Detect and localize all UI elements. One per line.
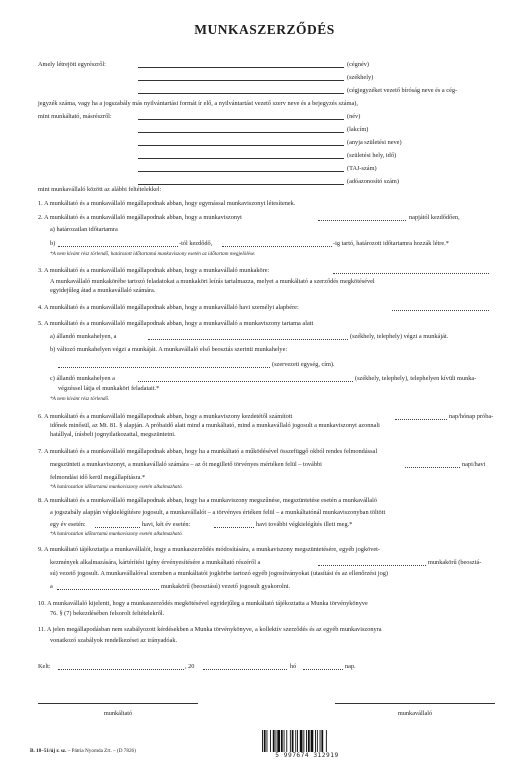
munkavallalo-label: munkavállaló	[397, 710, 433, 717]
allando-munkahely-field[interactable]	[148, 339, 348, 340]
taj-szam-field[interactable]	[138, 171, 344, 172]
clause-4-text: 4. A munkáltató és a munkavállaló megállapodnak abban, hogy a munkavállaló havi személyi alapbére:	[38, 304, 299, 311]
cegjegyzek-continuation: jegyzék száma, vagy ha a jogszabály más nyilvántartási formát ír elő, a nyilvántartást vezető szerv neve és a bejegyzés száma),	[38, 100, 358, 107]
kelt-day-field[interactable]	[303, 669, 343, 670]
clause-5-note: *A nem kívánt rész törlendő.	[50, 396, 110, 402]
clause-2-note: *A nem kívánt rész törlendő, határozott időtartamú munkaviszony esetén az időtartam megjelölése.	[50, 251, 256, 257]
cegjegyzek-label: (cégjegyzéket vezető bíróság neve és a cég-	[347, 87, 458, 94]
clause-5c-end: (székhely, telephely), telephelyen kívüli munka-	[355, 375, 477, 382]
clause-7-line2: megszünteti a munkaviszonyt, a munkavállaló számára – az őt megillető törvényes mértéken felül – további	[50, 461, 322, 468]
clause-5b: b) változó munkahelyen végzi a munkáját. A munkavállaló első beosztás szerinti munkahelye:	[50, 346, 288, 353]
munkaltato-label: munkáltató	[103, 710, 133, 717]
clause-9-text: 9. A munkáltató tájékoztatja a munkavállalót, hogy a munkaszerződés módosítására, a munkaviszony megszüntetésére, egyéb jogkövet-	[38, 546, 381, 553]
clause-11-text: 11. A jelen megállapodásban nem szabályozott kérdésekben a Munka törvénykönyve, a kollektív szerződés és az egyéb munkaviszonyra	[38, 626, 382, 633]
clause-3-line2: A munkavállaló munkakörébe tartozó feladatokat a munkaköri leírás tartalmazza, melyet a munkáltató a szerződés megkötésével	[50, 278, 375, 285]
munkaltato-signature-line[interactable]	[38, 703, 198, 704]
clause-5b-end: (szervezeti egység, cím).	[272, 361, 335, 368]
clause-5-text: 5. A munkáltató és a munkavállaló megállapodnak abban, hogy a munkavállaló a munkaviszony tartama alatt	[38, 320, 314, 327]
clause-2a: a) határozatlan időtartamra	[50, 226, 118, 233]
barcode-number: 5 997674 312919	[275, 752, 339, 759]
parties-closing: mint munkavállaló között az alábbi feltételekkel:	[38, 186, 162, 193]
clause-8-line3-end: havi további végkielégítés illeti meg.*	[256, 521, 353, 528]
munkavallalo-signature-line[interactable]	[335, 703, 495, 704]
clause-8-text: 8. A munkáltató és a munkavállaló megállapodnak abban, hogy ha a munkaviszony megszűnése, megszüntetése esetén a munkavállaló	[38, 497, 378, 504]
clause-6-end: nap/hónap próba-	[449, 413, 494, 420]
egyeb-vezeto-field[interactable]	[57, 589, 159, 590]
adoazonosito-label: (adóazonosító szám)	[347, 178, 399, 185]
clause-3-line3: egyidejűleg átad a munkavállaló számára.	[50, 287, 156, 294]
intro-label: Amely létrejött egyrészről:	[38, 61, 106, 68]
clause-5a-end: (székhely, telephely) végzi a munkáját.	[350, 333, 449, 340]
publisher-text: – Pátria Nyomda Zrt. – (D 7826)	[66, 748, 136, 754]
clause-1: 1. A munkáltató és a munkavállaló megállapodnak abban, hogy egymással munkaviszonyt létesítenek.	[38, 200, 296, 207]
alapber-field[interactable]	[392, 310, 489, 311]
felmondasi-ido-field[interactable]	[405, 467, 460, 468]
kelt-label: Kelt:	[38, 663, 51, 670]
vegkielegites-2ev-field[interactable]	[214, 527, 254, 528]
cegnev-field[interactable]	[138, 67, 344, 68]
clause-9-line4-end: munkakörű (beosztású) vezető jogosult gyakorolni.	[161, 583, 291, 590]
kelt-ho-label: hó	[290, 663, 297, 670]
lakcim-field[interactable]	[138, 132, 344, 133]
clause-9-line4-pre: a	[50, 583, 53, 590]
szekhely-field[interactable]	[138, 80, 344, 81]
clause-5a-label: a) állandó munkahelyen, a	[50, 333, 117, 340]
clause-2-text: 2. A munkáltató és a munkavállaló megállapodnak abban, hogy a munkaviszonyt	[38, 214, 242, 221]
clause-10-text: 10. A munkavállaló kijelenti, hogy a munkaszerződés megkötésével egyidejűleg a munkáltató tájékoztatta a Munka törvénykönyve	[38, 600, 368, 607]
clause-9-line2: kezmények alkalmazására, kártérítési igény érvényesítésére a munkáltató részéről a	[50, 559, 261, 566]
kelt-year-field[interactable]	[203, 669, 287, 670]
kelt-place-field[interactable]	[58, 669, 184, 670]
clause-10-line2: 76. § (7) bekezdésében felsorolt feltételekről.	[50, 610, 165, 617]
szuletesi-hely-ido-label: (születési hely, idő)	[347, 152, 397, 159]
clause-7-line2-end: napi/havi	[462, 461, 486, 468]
clause-2b-label: b)	[50, 240, 56, 247]
taj-szam-label: (TAJ-szám)	[347, 165, 377, 172]
masreszrol-label: mint munkáltató, másrészről:	[38, 113, 112, 120]
adoazonosito-field[interactable]	[138, 184, 344, 185]
clause-8-line2: a jogszabály alapján végkielégítésre jogosult, a munkavállalót – a törvényes értéken felül – a munkáltatónál munkaviszonyban töltött	[50, 509, 386, 516]
vegkielegites-1ev-field[interactable]	[95, 527, 140, 528]
clause-6-line3: hatállyal, írásbeli jognyilatkozattal, megszüntetni.	[50, 431, 176, 438]
clause-8-line3-pre: egy év esetén:	[50, 521, 86, 528]
probaido-field[interactable]	[395, 419, 447, 420]
form-code-number: B. 18–51/új r. sz.	[30, 748, 67, 754]
clause-11-line2: vonatkozó szabályok rendelkezései az irányadóak.	[50, 637, 178, 644]
page-title: MUNKASZERZŐDÉS	[194, 22, 335, 37]
telephely-field[interactable]	[138, 381, 353, 382]
start-date-field[interactable]	[318, 220, 406, 221]
clause-6-text: 6. A munkáltató és a munkavállaló megállapodnak abban, hogy a munkaviszony kezdetétől számított	[38, 413, 293, 420]
anyja-neve-field[interactable]	[138, 145, 344, 146]
cegjegyzek-field[interactable]	[138, 93, 344, 94]
munkakor-field[interactable]	[333, 273, 489, 274]
barcode-icon	[261, 730, 353, 752]
vezeto-munkakor-field[interactable]	[318, 565, 426, 566]
clause-3-text: 3. A munkáltató és a munkavállaló megállapodnak abban, hogy a munkavállaló munkaköre:	[38, 267, 270, 274]
clause-5c-label: c) állandó munkahelyen a	[50, 375, 115, 382]
cegnev-label: (cégnév)	[347, 61, 370, 68]
fixed-term-from-field[interactable]	[58, 246, 178, 247]
szuletesi-hely-ido-field[interactable]	[138, 158, 344, 159]
clause-9-line2-end: munkakörű (beosztá-	[428, 559, 482, 566]
clause-5c-line2: végzéssel látja el munkaköri feladatait.*	[58, 385, 160, 392]
lakcim-label: (lakcím)	[347, 126, 369, 133]
clause-2b-mid: -tól kezdődő,	[179, 240, 213, 247]
clause-2-suffix: napjától kezdődően,	[409, 214, 460, 221]
nev-field[interactable]	[138, 119, 344, 120]
kelt-year-label: , 20	[185, 663, 195, 670]
anyja-neve-label: (anyja születési neve)	[347, 139, 402, 146]
kelt-nap-label: nap.	[345, 663, 356, 670]
clause-8-line3-mid: havi, két év esetén:	[142, 521, 191, 528]
clause-7-line3: felmondási idő kerül megállapításra.*	[50, 474, 146, 481]
nev-label: (név)	[347, 113, 361, 120]
fixed-term-to-field[interactable]	[222, 246, 332, 247]
clause-9-line3: sú) vezető jogosult. A munkavállalóval szemben a munkáltatói jogkörbe tartozó egyéb jogosítványokat (utasítási és az ellenőrzési jog)	[50, 570, 389, 577]
clause-7-note: *A határozatlan időtartamú munkaviszony esetén alkalmazható.	[50, 484, 183, 490]
form-code	[30, 747, 136, 755]
clause-6-line2: időnek minősül, az Mt. 81. § alapján. A próbaidő alatt mind a munkáltató, mind a munkavállaló jogosult a munkaviszonyt azonnali	[50, 422, 380, 429]
clause-7-text: 7. A munkáltató és a munkavállaló megállapodnak abban, hogy ha a munkáltató a működésével összefüggő okból rendes felmondással	[38, 448, 378, 455]
clause-8-note: *A határozatlan időtartamú munkaviszony esetén alkalmazható.	[50, 531, 183, 537]
valtozo-munkahely-field[interactable]	[58, 367, 270, 368]
szekhely-label: (székhely)	[347, 74, 374, 81]
clause-2b-end: -ig tartó, határozott időtartamra hozzák létre.*	[333, 240, 449, 247]
